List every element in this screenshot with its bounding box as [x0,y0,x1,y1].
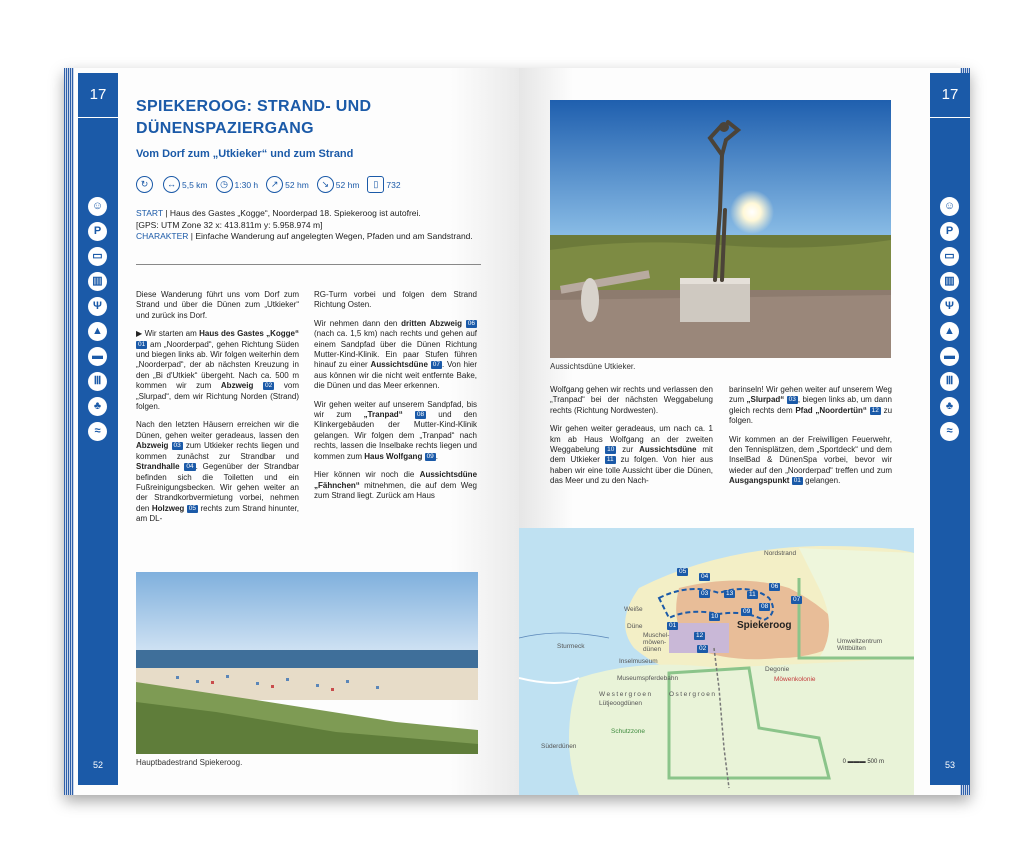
distance-value: 5,5 km [182,179,208,190]
paragraph: Wir nehmen dann den dritten Abzweig 06 (nach ca. 1,5 km) nach rechts und gehen auf einem Sandpfad über die Dünen Richtung Mutter-Kind-Klinik. Ein paar Stufen führen hinauf zu einer Aussichtsdüne 07 . Von hier aus können wir die nicht weit entfernte Bake, die Dünen und das Meer erkennen. [314,318,477,391]
travel-guide-spread [64,68,970,795]
stat-type [136,176,155,193]
ascent-icon: ↗ [266,176,283,193]
clock-icon: ◷ [216,176,233,193]
family-icon: ☺ [88,197,107,216]
museum-icon: Ⅲ [88,372,107,391]
map-waypoint: 07 [793,596,801,603]
right-page [519,68,970,795]
map-waypoint: 12 [696,632,704,639]
map-label-nordstrand: Nordstrand [764,550,797,557]
start-info: START | Haus des Gastes „Kogge“, Noorderpad 18. Spiekeroog ist autofrei. [136,208,421,218]
paragraph: Hier können wir noch die Aussichtsdüne „Fähnchen“ mitnehmen, die auf dem Weg zum Strand liegt. Zurück am Haus [314,470,478,500]
play-icon: ▶ [136,329,143,339]
map-label-weisse: Weiße [624,606,643,613]
tree-icon: ♣ [88,397,107,416]
tour-number: 17 [930,73,970,118]
loop-icon: ↻ [136,176,153,193]
museum-icon: Ⅲ [940,372,959,391]
title-line-1: SPIEKEROOG: STRAND- UND [136,98,372,115]
restaurant-icon: Ψ [940,297,959,316]
map-scale: 0 ▬▬▬ 500 m [842,759,884,765]
start-key: START [136,208,163,218]
map-waypoint: 11 [749,591,756,598]
map-code-value: 732 [386,179,401,190]
start-text: Haus des Gastes „Kogge“, Noorderpad 18. Spiekeroog ist autofrei. [169,208,421,218]
character-key: CHARAKTER [136,231,189,241]
mountain-icon: ▲ [88,322,107,341]
parking-icon: P [88,222,107,241]
paragraph: Diese Wanderung führt uns vom Dorf zum Strand und über die Dünen zum „Utkieker“ und zurück ins Dorf. [136,290,299,320]
sidebar-icons [88,197,108,447]
stat-ascent [266,176,309,193]
parking-icon: P [940,222,959,241]
paragraph: Wir gehen weiter geradeaus, um nach ca. 1 km ab Haus Wolfgang an der zweiten Weggabelung 10 zur Aussichtsdüne mit dem Utkieker 11 zu folgen. Von hier aus haben wir eine tolle Aussicht über die Dünen, das Meer und zu den Nach- [550,424,714,486]
train-icon: ▥ [940,272,959,291]
descent-icon: ↘ [317,176,334,193]
map-waypoint: 13 [726,590,734,597]
map-label-umweltzentrum: Umweltzentrum Wittbülten [837,638,883,652]
duration-value: 1:30 h [234,179,259,190]
map-label-schutzzone: Schutzzone [611,728,645,735]
map-label-inselmuseum: Inselmuseum [619,658,658,665]
route-map [519,528,914,795]
tour-title [136,96,436,140]
map-waypoint: 02 [699,645,707,652]
restaurant-icon: Ψ [88,297,107,316]
waypoint-badge: 06 [467,319,475,327]
lodging-icon: ▬ [940,347,959,366]
left-column-1 [136,290,299,533]
map-label-moewenkolonie: Möwenkolonie [774,676,816,683]
title-line-2: DÜNENSPAZIERGANG [136,120,314,137]
waypoint-badge: 02 [265,382,273,390]
map-icon: ▯ [367,176,384,193]
stat-descent [317,176,360,193]
waypoint-badge: 04 [186,462,194,470]
tour-stats [136,176,409,193]
map-waypoint: 08 [761,603,769,610]
map-label-degonie: Degonie [765,666,790,673]
waypoint-badge: 09 [426,452,434,460]
train-icon: ▥ [88,272,107,291]
character-info: CHARAKTER | Einfache Wanderung auf angelegten Wegen, Pfaden und am Sandstrand. [136,231,473,241]
map-label-island: Spiekeroog [737,620,792,631]
tour-info [136,208,476,243]
distance-icon: ↔ [163,176,180,193]
paragraph: Wir kommen an der Freiwilligen Feuerwehr, den Tennisplätzen, dem „Sportdeck“ und dem InselBad & DünenSpa vorbei, bevor wir wieder auf den „Noorderpad“ treffen und zum Ausgangspunkt 01 gelangen. [729,434,892,486]
waypoint-badge: 03 [173,442,181,450]
sculpture-photo [550,100,891,358]
paragraph: ▶ Wir starten am Haus des Gastes „Kogge“ 01 am „Noorderpad“, gehen Richtung Süden und biegen links ab. Wir folgen weiterhin dem „Noorderpad“, der ab nächsten Kreuzung in den „Bi d'Utkiek“ übergeht. Nach ca. 500 m kommen wir zum Abzweig 02 vom „Slurpad“, dem wir Richtung Norden (Strand) folgen. [136,329,299,412]
map-label-luetjeoog: Lütjeoogdünen [599,700,643,707]
map-label-pferdebahn: Museumspferdebahn [617,675,679,682]
paragraph: barinseln! Wir gehen weiter auf unserem Weg zum „Slurpad“ 03 , biegen links ab, um dann gleich rechts dem Pfad „Noordertün“ 12 zu folgen. [729,385,893,426]
left-column-2 [314,290,477,509]
lodging-icon: ▬ [88,347,107,366]
character-text: Einfache Wanderung auf angelegten Wegen, Pfaden und am Sandstrand. [195,231,473,241]
waypoint-badge: 08 [416,410,425,418]
swim-icon: ≈ [88,422,107,441]
family-icon: ☺ [940,197,959,216]
left-sidebar [78,73,118,785]
waypoint-badge: 01 [793,477,801,485]
gps-info: [GPS: UTM Zone 32 x: 413.811m y: 5.958.974 m] [136,219,323,230]
right-column-2 [729,385,892,495]
sidebar-icons [940,197,960,447]
map-graphic [519,528,914,795]
stat-distance [163,176,208,193]
ascent-value: 52 hm [285,179,309,190]
tour-number: 17 [78,73,118,118]
descent-value: 52 hm [335,179,360,190]
left-page [64,68,519,795]
beach-photo-caption: Hauptbadestrand Spiekeroog. [136,758,243,767]
map-label-ostergroen: Ostergroen [669,691,717,698]
waypoint-badge: 07 [432,361,440,369]
page-edges-left [64,68,74,795]
stat-duration [216,176,259,193]
map-waypoint: 06 [771,583,779,590]
paragraph: Wolfgang gehen wir rechts und verlassen den „Tranpad“ bei der nächsten Weggabelung rechts (Richtung Nordwesten). [550,385,713,415]
waypoint-badge: 05 [188,504,196,512]
map-waypoint: 03 [701,590,709,597]
sculpture-photo-caption: Aussichtsdüne Utkieker. [550,362,636,371]
map-label-duene: Düne [627,623,643,630]
waypoint-badge: 10 [607,445,615,453]
map-waypoint: 09 [743,608,751,615]
map-label-westergroen: Westergroen [599,691,653,698]
waypoint-badge: 12 [871,406,879,414]
waypoint-badge: 11 [606,456,614,464]
beach-photo [136,572,478,754]
page-number-left: 52 [92,760,103,770]
paragraph: Nach den letzten Häusern erreichen wir die Dünen, gehen weiter geradeaus, lassen den Abzweig 03 zum Utkieker rechts liegen und kommen zunächst zur Strandbar und Strandhalle 04 . Gegenüber der Strandbar befinden sich die Toiletten und ein Fußreinigungsbecken. Wir gehen weiter an der Strandkorbvermietung vorbei, nehmen den Holzweg 05 rechts zum Strand hinunter, am DL- [136,420,299,524]
map-label-sueddunen: Süderdünen [541,743,577,750]
map-label-muschel: Muschel- [643,632,670,639]
map-waypoint: 01 [669,622,677,629]
tour-subtitle: Vom Dorf zum „Utkieker“ und zum Strand [136,148,354,160]
paragraph: RG-Turm vorbei und folgen dem Strand Richtung Osten. [314,290,477,310]
paragraph: Wir gehen weiter auf unserem Sandpfad, bis wir zum „Tranpad“ 08 und den Klinkergebäuden der Mutter-Kind-Klinik gelangen. Wir folgen dem „Tranpad“ nach rechts, lassen die Inselbake rechts liegen und kommen zum Haus Wolfgang 09 . [314,399,477,461]
mountain-icon: ▲ [940,322,959,341]
tree-icon: ♣ [940,397,959,416]
right-sidebar [930,73,970,785]
map-label-moewen: möwen- [643,639,667,646]
waypoint-badge: 01 [138,340,146,348]
bus-icon: ▭ [88,247,107,266]
stat-map [367,176,400,193]
map-label-sturmeck: Sturmeck [557,643,585,650]
map-label-duenen: dünen [643,646,662,653]
map-waypoint: 04 [701,573,709,580]
waypoint-badge: 03 [788,396,796,404]
divider [136,264,481,265]
swim-icon: ≈ [940,422,959,441]
bus-icon: ▭ [940,247,959,266]
map-waypoint: 10 [711,613,719,620]
map-waypoint: 05 [679,568,687,575]
page-number-right: 53 [944,760,955,770]
right-column-1 [550,385,713,495]
